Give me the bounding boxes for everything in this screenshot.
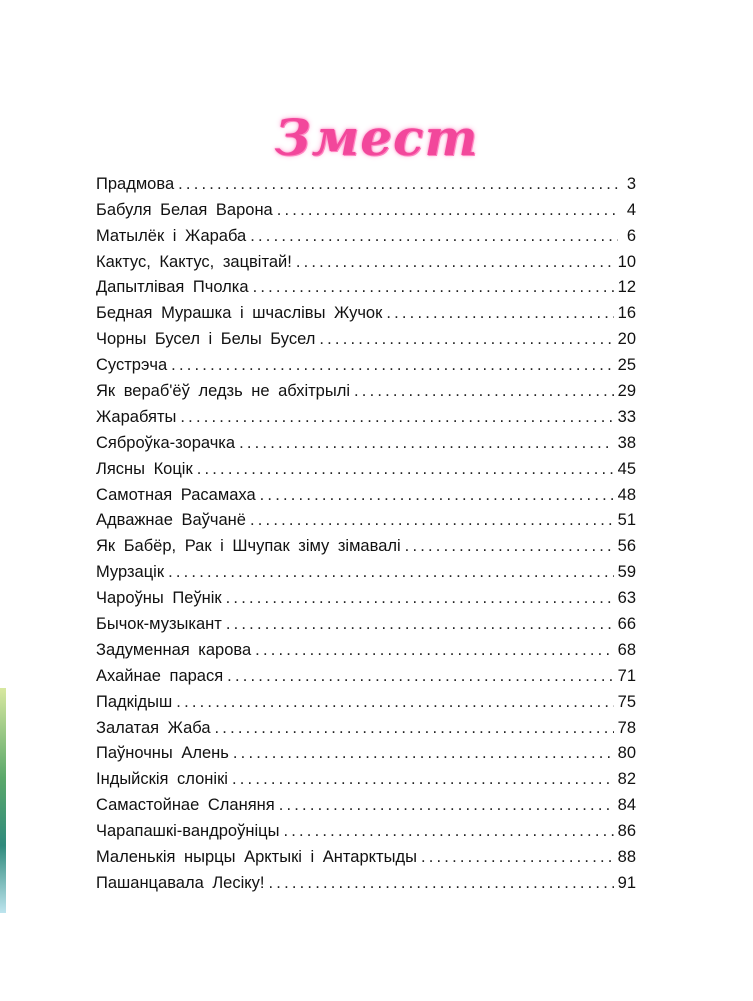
toc-entry-title: Як вераб'ёў ледзь не абхітрылі bbox=[96, 382, 351, 401]
toc-entry-page-number: 20 bbox=[617, 330, 636, 349]
toc-entry-page-number: 71 bbox=[617, 666, 636, 685]
toc-leader-dots bbox=[171, 355, 613, 375]
toc-entry-page-number: 38 bbox=[617, 433, 636, 452]
toc-entry-page-number: 56 bbox=[617, 537, 636, 556]
toc-leader-dots bbox=[233, 743, 614, 763]
toc-leader-dots bbox=[176, 692, 613, 712]
toc-entry-title: Задуменная карова bbox=[96, 640, 252, 659]
toc-entry-title: Бабуля Белая Варона bbox=[96, 200, 273, 219]
toc-leader-dots bbox=[279, 795, 614, 815]
toc-entry bbox=[96, 323, 636, 349]
toc-entry-page-number: 80 bbox=[617, 744, 636, 763]
toc-entry-title: Залатая Жаба bbox=[96, 718, 211, 737]
toc-entry-page-number: 86 bbox=[617, 822, 636, 841]
toc-entry-page-number: 6 bbox=[626, 226, 636, 245]
toc-leader-dots bbox=[168, 562, 614, 582]
toc-entry-title: Кактус, Кактус, зацвітай! bbox=[96, 252, 292, 271]
toc-entry-page-number: 16 bbox=[617, 304, 636, 323]
page-title: Змест bbox=[274, 108, 479, 167]
toc-entry-title: Як Бабёр, Рак і Шчупак зіму зімавалі bbox=[96, 537, 401, 556]
toc-entry bbox=[96, 608, 636, 634]
toc-entry-title: Падкідыш bbox=[96, 692, 173, 711]
toc-leader-dots bbox=[226, 588, 614, 608]
toc-entry bbox=[96, 686, 636, 712]
toc-entry-title: Жарабяты bbox=[96, 407, 177, 426]
toc-entry bbox=[96, 401, 636, 427]
toc-entry bbox=[96, 427, 636, 453]
toc-leader-dots bbox=[277, 200, 618, 220]
toc-entry bbox=[96, 556, 636, 582]
toc-entry-title: Сяброўка-зорачка bbox=[96, 433, 236, 452]
toc-entry-page-number: 3 bbox=[626, 174, 636, 193]
toc-entry-page-number: 91 bbox=[617, 873, 636, 892]
toc-entry-title: Дапытлівая Пчолка bbox=[96, 278, 249, 297]
toc-entry bbox=[96, 763, 636, 789]
toc-leader-dots bbox=[354, 381, 614, 401]
toc-entry-title: Маленькія нырцы Арктыкі і Антарктыды bbox=[96, 848, 417, 867]
toc-entry bbox=[96, 505, 636, 531]
toc-leader-dots bbox=[226, 614, 614, 634]
toc-entry-page-number: 12 bbox=[617, 278, 636, 297]
toc-entry bbox=[96, 712, 636, 738]
toc-entry-page-number: 68 bbox=[617, 640, 636, 659]
toc-leader-dots bbox=[232, 769, 614, 789]
toc-entry-title: Пашанцавала Лесіку! bbox=[96, 873, 265, 892]
toc-entry-title: Бедная Мурашка і шчаслівы Жучок bbox=[96, 304, 383, 323]
toc-entry-page-number: 51 bbox=[617, 511, 636, 530]
toc-entry bbox=[96, 867, 636, 893]
toc-leader-dots bbox=[180, 407, 613, 427]
toc-entry bbox=[96, 479, 636, 505]
toc-entry-title: Лясны Коцік bbox=[96, 459, 193, 478]
toc-entry-title: Паўночны Алень bbox=[96, 744, 229, 763]
toc-entry-page-number: 48 bbox=[617, 485, 636, 504]
toc-entry-title: Матылёк і Жараба bbox=[96, 226, 247, 245]
toc-leader-dots bbox=[227, 666, 613, 686]
toc-leader-dots bbox=[239, 433, 614, 453]
toc-entry-page-number: 25 bbox=[617, 356, 636, 375]
toc-leader-dots bbox=[283, 821, 613, 841]
toc-leader-dots bbox=[319, 329, 613, 349]
toc-entry-title: Бычок-музыкант bbox=[96, 615, 222, 634]
toc-leader-dots bbox=[250, 510, 614, 530]
toc-leader-dots bbox=[197, 459, 614, 479]
toc-entry-title: Чароўны Пеўнік bbox=[96, 589, 222, 608]
toc-entry-page-number: 63 bbox=[617, 589, 636, 608]
toc-entry-title: Адважнае Ваўчанё bbox=[96, 511, 246, 530]
toc-entry bbox=[96, 272, 636, 298]
toc-leader-dots bbox=[269, 873, 614, 893]
toc-entry bbox=[96, 349, 636, 375]
toc-entry-page-number: 29 bbox=[617, 382, 636, 401]
toc-leader-dots bbox=[253, 277, 614, 297]
toc-entry-page-number: 59 bbox=[617, 563, 636, 582]
toc-entry bbox=[96, 738, 636, 764]
toc-entry bbox=[96, 841, 636, 867]
toc-entry bbox=[96, 246, 636, 272]
toc-entry-page-number: 75 bbox=[617, 692, 636, 711]
toc-entry-page-number: 66 bbox=[617, 615, 636, 634]
toc-entry-page-number: 45 bbox=[617, 459, 636, 478]
toc-entry bbox=[96, 582, 636, 608]
toc-leader-dots bbox=[260, 485, 614, 505]
toc-entry bbox=[96, 168, 636, 194]
toc-leader-dots bbox=[255, 640, 613, 660]
toc-entry-page-number: 82 bbox=[617, 770, 636, 789]
toc-leader-dots bbox=[178, 174, 618, 194]
toc-leader-dots bbox=[421, 847, 614, 867]
toc-entry-page-number: 10 bbox=[617, 252, 636, 271]
toc-entry-title: Індыйскія слонікі bbox=[96, 770, 228, 789]
toc-entry bbox=[96, 375, 636, 401]
toc-entry-title: Мурзацік bbox=[96, 563, 165, 582]
toc-entry bbox=[96, 815, 636, 841]
toc-entry bbox=[96, 220, 636, 246]
table-of-contents bbox=[96, 168, 636, 893]
toc-entry-title: Самотная Расамаха bbox=[96, 485, 256, 504]
toc-entry-page-number: 33 bbox=[617, 407, 636, 426]
toc-leader-dots bbox=[250, 226, 618, 246]
toc-entry bbox=[96, 660, 636, 686]
toc-entry-page-number: 78 bbox=[617, 718, 636, 737]
toc-entry-page-number: 84 bbox=[617, 796, 636, 815]
toc-entry-page-number: 88 bbox=[617, 848, 636, 867]
toc-leader-dots bbox=[296, 252, 614, 272]
toc-entry bbox=[96, 297, 636, 323]
toc-entry bbox=[96, 634, 636, 660]
toc-entry bbox=[96, 530, 636, 556]
toc-entry bbox=[96, 194, 636, 220]
toc-entry bbox=[96, 453, 636, 479]
toc-leader-dots bbox=[215, 718, 614, 738]
toc-entry-title: Прадмова bbox=[96, 174, 175, 193]
toc-entry-title: Ахайнае парася bbox=[96, 666, 224, 685]
toc-entry-title: Чарапашкі-вандроўніцы bbox=[96, 822, 280, 841]
toc-entry-title: Самастойнае Сланяня bbox=[96, 796, 275, 815]
toc-entry-title: Сустрэча bbox=[96, 356, 168, 375]
toc-entry-title: Чорны Бусел і Белы Бусел bbox=[96, 330, 316, 349]
toc-leader-dots bbox=[386, 303, 613, 323]
page-edge-illustration bbox=[0, 688, 6, 913]
toc-leader-dots bbox=[405, 536, 614, 556]
toc-entry bbox=[96, 789, 636, 815]
toc-entry-page-number: 4 bbox=[626, 200, 636, 219]
